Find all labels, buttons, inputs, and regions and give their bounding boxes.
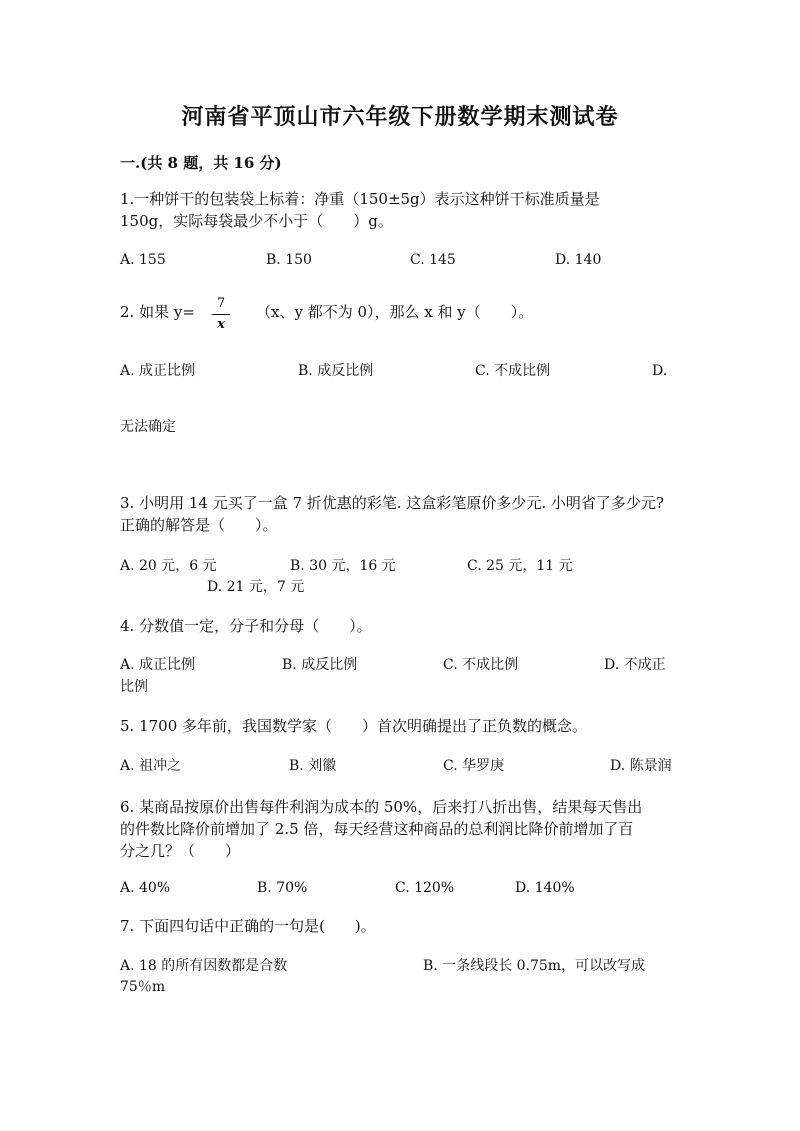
fraction-bar [212, 314, 230, 315]
q5-option-c[interactable]: C. 华罗庚 [443, 758, 505, 774]
q6-option-d[interactable]: D. 140% [515, 880, 575, 896]
question-2-prefix: 2. 如果 y= [120, 303, 195, 321]
q2-option-c[interactable]: C. 不成比例 [475, 363, 551, 379]
q6-option-a[interactable]: A. 40% [120, 880, 171, 896]
q7-option-a[interactable]: A. 18 的所有因数都是合数 [120, 958, 288, 974]
q2-option-a[interactable]: A. 成正比例 [120, 363, 196, 379]
q5-option-a[interactable]: A. 祖冲之 [120, 758, 182, 774]
q4-option-d[interactable]: D. 不成正 [604, 657, 666, 673]
q1-option-d[interactable]: D. 140 [555, 252, 602, 268]
question-3-line-2: 正确的解答是（ ）。 [120, 516, 278, 534]
q1-option-b[interactable]: B. 150 [266, 252, 312, 268]
page-title: 河南省平顶山市六年级下册数学期末测试卷 [181, 104, 619, 130]
question-6-line-1: 6. 某商品按原价出售每件利润为成本的 50%，后来打八折出售，结果每天售出 [120, 798, 643, 816]
q6-option-c[interactable]: C. 120% [395, 880, 455, 896]
question-3-line-1: 3. 小明用 14 元买了一盒 7 折优惠的彩笔. 这盒彩笔原价多少元. 小明省了多少元? [120, 494, 664, 512]
question-1-line-2: 150g，实际每袋最少不小于（ ）g。 [120, 212, 393, 230]
question-6-line-2: 的件数比降价前增加了 2.5 倍，每天经营这种商品的总利润比降价前增加了百 [120, 820, 634, 838]
q1-option-c[interactable]: C. 145 [410, 252, 456, 268]
q7-option-b-wrap: 75％m [120, 979, 166, 995]
question-7-line-1: 7. 下面四句话中正确的一句是( )。 [120, 917, 376, 935]
q4-option-d-wrap: 比例 [120, 679, 148, 695]
q3-option-d[interactable]: D. 21 元，7 元 [207, 579, 305, 595]
q3-option-b[interactable]: B. 30 元，16 元 [290, 558, 396, 574]
q4-option-c[interactable]: C. 不成比例 [443, 657, 519, 673]
q2-option-d-wrap: 无法确定 [120, 419, 176, 435]
fraction-denominator: x [217, 317, 225, 332]
q2-option-d[interactable]: D. [652, 363, 668, 379]
q2-option-b[interactable]: B. 成反比例 [298, 363, 374, 379]
question-4-line-1: 4. 分数值一定，分子和分母（ ）。 [120, 617, 372, 635]
question-2-suffix: （x、y 都不为 0），那么 x 和 y（ ）。 [256, 303, 534, 321]
q5-option-d[interactable]: D. 陈景润 [610, 758, 672, 774]
section-heading: 一.(共 8 题，共 16 分) [120, 154, 282, 172]
q6-option-b[interactable]: B. 70% [257, 880, 308, 896]
question-6-line-3: 分之几？（ ） [120, 842, 241, 860]
q5-option-b[interactable]: B. 刘徽 [289, 758, 337, 774]
q3-option-a[interactable]: A. 20 元，6 元 [120, 558, 217, 574]
q4-option-b[interactable]: B. 成反比例 [282, 657, 358, 673]
fraction [212, 296, 230, 333]
question-1-line-1: 1.一种饼干的包装袋上标着：净重（150±5g）表示这种饼干标准质量是 [120, 190, 600, 208]
q1-option-a[interactable]: A. 155 [120, 252, 166, 268]
question-5-line-1: 5. 1700 多年前，我国数学家（ ）首次明确提出了正负数的概念。 [120, 717, 588, 735]
fraction-numerator: 7 [216, 296, 226, 311]
q4-option-a[interactable]: A. 成正比例 [120, 657, 196, 673]
q3-option-c[interactable]: C. 25 元，11 元 [467, 558, 573, 574]
q7-option-b[interactable]: B. 一条线段长 0.75m，可以改写成 [423, 958, 646, 974]
